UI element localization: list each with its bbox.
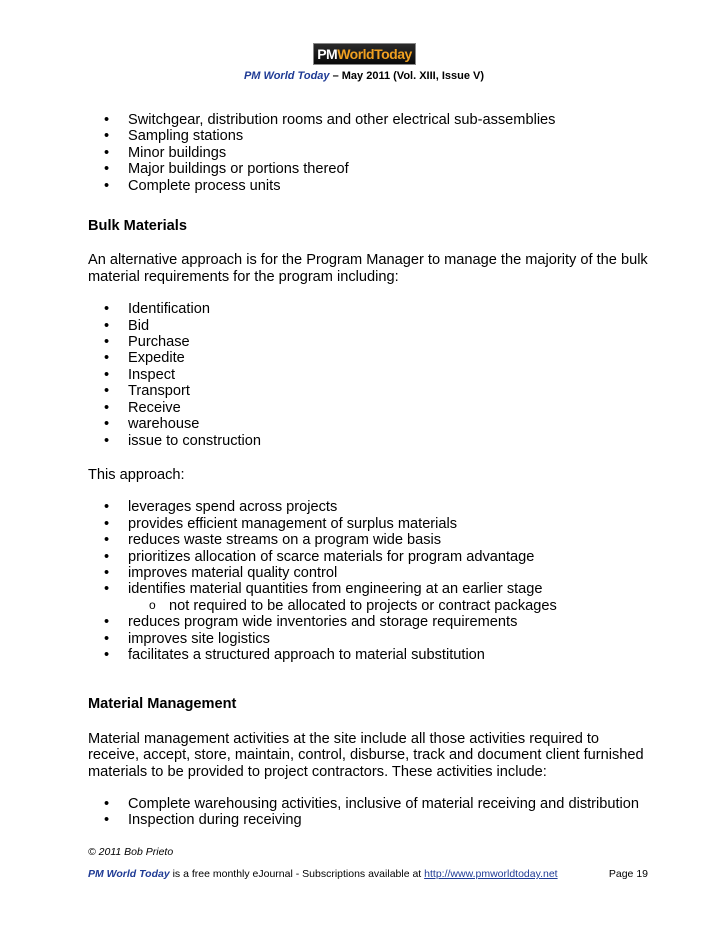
approach-benefit-list xyxy=(88,499,648,597)
list-item: • Inspect xyxy=(88,367,648,383)
list-item: • warehouse xyxy=(88,416,648,432)
list-item: • improves site logistics xyxy=(88,631,648,647)
list-item: • Complete warehousing activities, inclusive of material receiving and distribution xyxy=(88,796,648,812)
list-item: • Purchase xyxy=(88,334,648,350)
list-item: • Identification xyxy=(88,301,648,317)
list-item: • reduces program wide inventories and storage requirements xyxy=(88,614,648,630)
section-heading-bulk-materials: Bulk Materials xyxy=(88,218,187,235)
footer-text: is a free monthly eJournal - Subscriptions available at xyxy=(169,868,425,880)
approach-benefit-list-continued xyxy=(88,614,648,663)
list-item: • Inspection during receiving xyxy=(88,812,648,828)
footer-publication-name: PM World Today xyxy=(88,868,170,880)
list-item: • Transport xyxy=(88,383,648,399)
page-footer xyxy=(88,868,648,880)
subscription-link[interactable]: http://www.pmworldtoday.net xyxy=(424,868,558,880)
list-item: • Bid xyxy=(88,318,648,334)
copyright-notice: © 2011 Bob Prieto xyxy=(88,846,174,858)
list-item: • provides efficient management of surplus materials xyxy=(88,516,648,532)
list-item: • identifies material quantities from engineering at an earlier stage xyxy=(88,581,648,597)
page-number: Page 19 xyxy=(608,868,648,880)
unit-list xyxy=(88,112,648,194)
list-item: • Complete process units xyxy=(88,178,648,194)
page-body xyxy=(88,112,648,829)
logo-part-worldtoday: WorldToday xyxy=(337,46,412,62)
list-item: • Minor buildings xyxy=(88,145,648,161)
material-management-paragraph: Material management activities at the site include all those activities required to receive, accept, store, maintain, control, disburse, track and document client furnished materials to be provided to project contractors. These activities include: xyxy=(88,730,644,780)
material-activity-list xyxy=(88,796,648,829)
list-item: • Expedite xyxy=(88,350,648,366)
running-header xyxy=(0,70,728,82)
publication-logo xyxy=(313,43,416,65)
list-item: • prioritizes allocation of scarce materials for program advantage xyxy=(88,549,648,565)
list-item: • Sampling stations xyxy=(88,128,648,144)
list-item: • facilitates a structured approach to material substitution xyxy=(88,647,648,663)
list-item: • reduces waste streams on a program wide basis xyxy=(88,532,648,548)
header-issue: – May 2011 (Vol. XIII, Issue V) xyxy=(329,70,485,82)
list-item: • Switchgear, distribution rooms and other electrical sub-assemblies xyxy=(88,112,648,128)
bulk-activity-list xyxy=(88,301,648,449)
header-publication-name: PM World Today xyxy=(243,70,330,82)
list-item: • Major buildings or portions thereof xyxy=(88,161,648,177)
list-item: • issue to construction xyxy=(88,433,648,449)
approach-sub-list xyxy=(88,598,648,614)
list-item: • improves material quality control xyxy=(88,565,648,581)
section-heading-material-management: Material Management xyxy=(88,696,237,713)
list-item: • leverages spend across projects xyxy=(88,499,648,515)
list-item: • Receive xyxy=(88,400,648,416)
logo-part-pm: PM xyxy=(317,46,338,62)
approach-intro: This approach: xyxy=(88,466,185,483)
bulk-materials-paragraph: An alternative approach is for the Program Manager to manage the majority of the bulk material requirements for the program including: xyxy=(88,252,648,285)
sub-list-item: o not required to be allocated to projects or contract packages xyxy=(88,598,648,614)
